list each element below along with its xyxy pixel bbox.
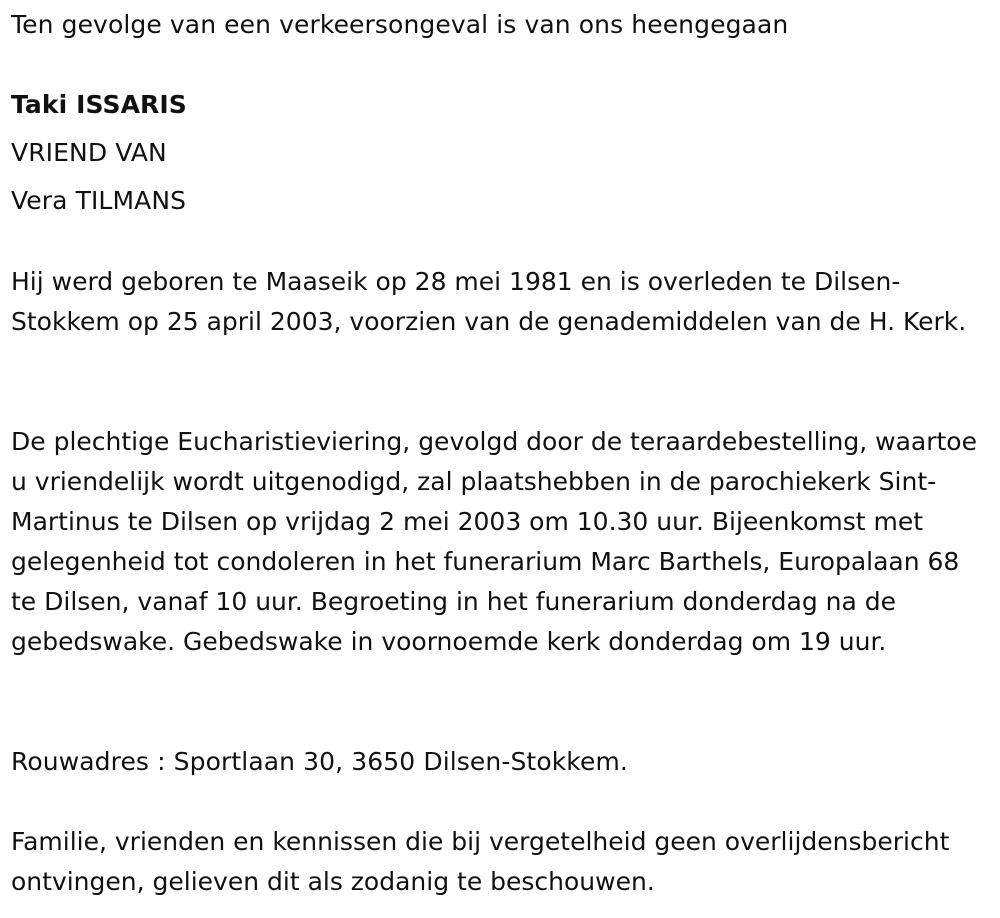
ceremony-paragraph: De plechtige Eucharistieviering, gevolgd door de teraardebestelling, waartoe u vriendelijk wordt uitgenodigd, zal plaatshebben in de parochiekerk Sint-Martinus te Dilsen op vrijdag 2 mei 2003 om 10.30 uur. Bijeenkomst met gelegenheid tot condoleren in het funerarium Marc Barthels, Europalaan 68 te Dilsen, vanaf 10 uur. Begroeting in het funerarium donderdag na de gebedswake. Gebedswake in voornoemde kerk donderdag om 19 uur. (11, 427, 977, 656)
intro-text: Ten gevolge van een verkeersongeval is van ons heengegaan (11, 10, 789, 39)
deceased-name: Taki ISSARIS (11, 90, 187, 119)
relation-label: VRIEND VAN (11, 138, 167, 167)
closing-paragraph: Familie, vrienden en kennissen die bij vergetelheid geen overlijdensbericht ontvingen, gelieven dit als zodanig te beschouwen. (11, 827, 950, 896)
birth-death-paragraph: Hij werd geboren te Maaseik op 28 mei 1981 en is overleden te Dilsen-Stokkem op 25 april 2003, voorzien van de genademiddelen van de H. Kerk. (11, 267, 967, 336)
mourning-address: Rouwadres : Sportlaan 30, 3650 Dilsen-Stokkem. (11, 747, 628, 776)
partner-name: Vera TILMANS (11, 186, 187, 215)
